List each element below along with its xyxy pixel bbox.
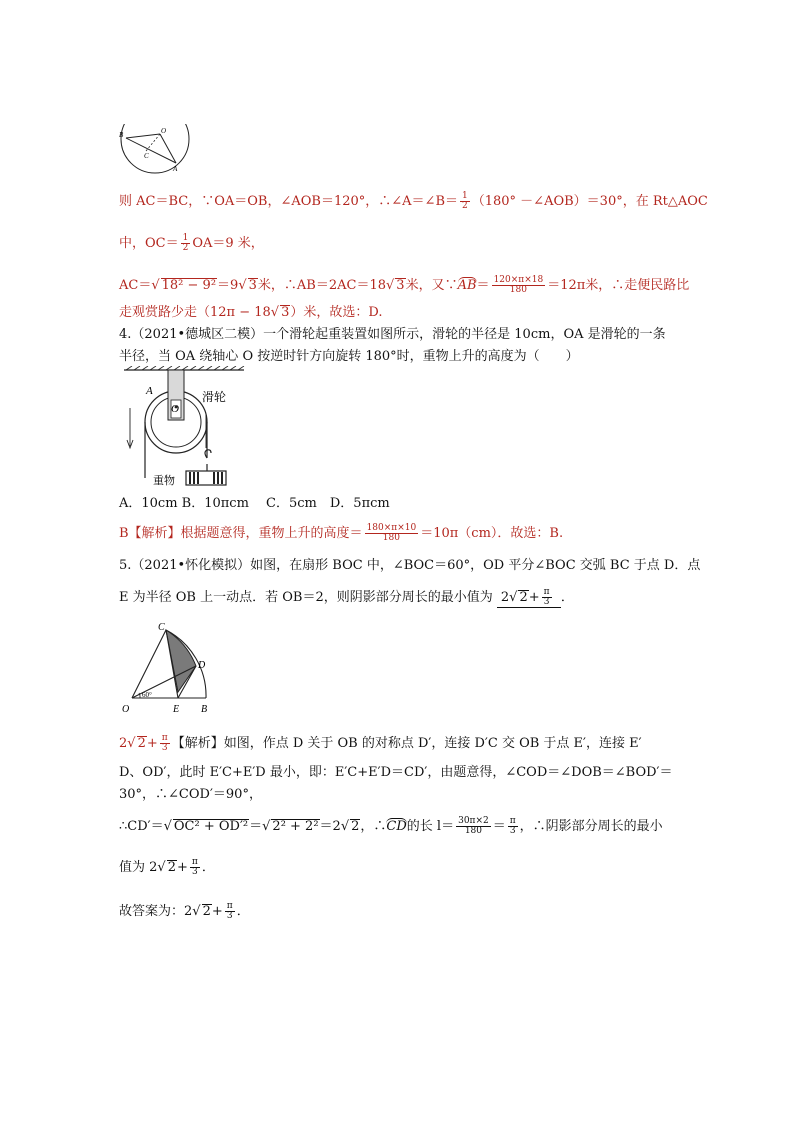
q5-final-answer: 故答案为：2√ 2+ $\frac{\pi}{3}$ ． — [119, 901, 250, 921]
q5-solution-line-2: D、OD′，此时 E′C+E′D 最小，即：E′C+E′D＝CD′，由题意得，∠COD＝∠DOB＝∠BOD′＝ — [119, 765, 673, 780]
sector-label-angle: 60° — [142, 691, 152, 699]
circle-triangle-figure — [118, 124, 194, 176]
sector-figure — [118, 618, 218, 718]
pulley-figure — [118, 366, 248, 492]
fig-label-A: A — [173, 165, 178, 173]
sector-label-E: E — [173, 704, 180, 715]
q5-solution-line-1: 2√ 2+ $\frac{\pi}{3}$ 【解析】如图，作点 D 关于 OB 的对称点 D′，连接 D′C 交 OB 于点 E′，连接 E′ — [119, 733, 642, 753]
sector-label-D: D — [198, 660, 206, 671]
sector-label-B: B — [201, 704, 208, 715]
pulley-label-A: A — [146, 385, 153, 397]
pulley-label-O: O — [171, 403, 179, 415]
pulley-label: 滑轮 — [202, 390, 227, 404]
sector-label-C: C — [158, 622, 165, 633]
q5-stem-line-2: E 为半径 OB 上一动点．若 OB＝2，则阴影部分周长的最小值为 2√ 2+ $\frac{\pi}{3}$ ． — [119, 587, 574, 607]
fig-label-B: B — [119, 131, 124, 139]
answer-blank: 2√ 2+ $\frac{\pi}{3}$ — [497, 588, 561, 608]
weight-label: 重物 — [153, 475, 175, 487]
q3-solution-line-1: 则 AC＝BC，∵OA＝OB，∠AOB＝120°，∴∠A＝∠B＝ $\frac{1}{2}$ （180° －∠AOB）＝30°，在 Rt△AOC — [119, 191, 708, 211]
fig-label-C: C — [144, 152, 149, 160]
q5-stem-line-1: 5.（2021•怀化模拟）如图，在扇形 BOC 中，∠BOC＝60°，OD 平分∠BOC 交弧 BC 于点 D．点 — [119, 558, 701, 573]
q4-answer: B【解析】根据题意得，重物上升的高度＝ $\frac{180\times\pi\times 10}{180}$ ＝10π（cm）．故选：B. — [119, 523, 564, 543]
q3-solution-line-2: 中，OC＝ $\frac{1}{2}$ OA＝9 米， — [119, 233, 264, 253]
sector-label-O: O — [122, 704, 130, 715]
q4-options: A．10cm B．10πcm C．5cm D．5πcm — [119, 496, 390, 511]
q5-solution-line-4: ∴CD′＝√ OC² + OD′²＝√ 2² + 2²＝2√ 2，∴CD的长 l＝ $\frac{30\pi\times 2}{180}$ ＝ $\frac{\pi}{3}$ ，∴阴影部分周长的最小 — [119, 816, 663, 836]
q4-stem-line-2: 半径，当 OA 绕轴心 O 按逆时针方向旋转 180°时，重物上升的高度为（ ） — [119, 349, 579, 364]
q4-stem-line-1: 4.（2021•德城区二模）一个滑轮起重装置如图所示，滑轮的半径是 10cm，OA 是滑轮的一条 — [119, 327, 666, 342]
q5-solution-line-3: 30°，∴∠COD′＝90°， — [119, 787, 262, 802]
q3-solution-line-4: 走观赏路少走（12π − 18√ 3）米，故选：D. — [119, 305, 383, 320]
q3-solution-line-3: AC＝√ 18² − 9²＝9√ 3米，∴AB＝2AC＝18√ 3米，又∵AB＝ $\frac{120\times\pi\times 18}{180}$ ＝12π米，∴走便民路比 — [119, 275, 690, 295]
q5-solution-line-5: 值为 2√ 2+ $\frac{\pi}{3}$ ． — [119, 857, 215, 877]
fig-label-O: O — [161, 127, 167, 135]
